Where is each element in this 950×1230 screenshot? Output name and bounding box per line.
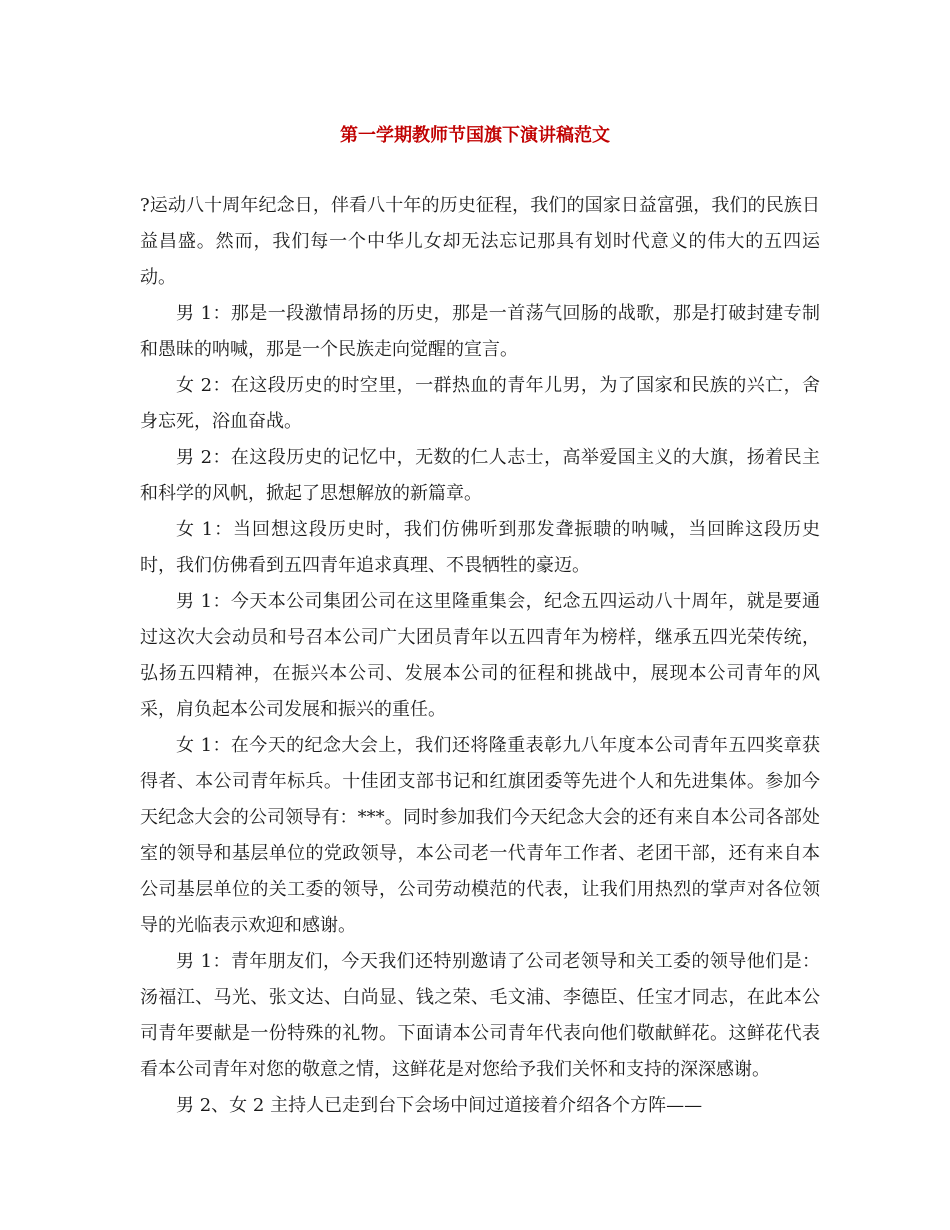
paragraph-female1-recall: 女 1：当回想这段历史时，我们仿佛听到那发聋振聩的呐喊，当回眸这段历史时，我们仿佛看到五四青年追求真理、不畏牺牲的豪迈。 bbox=[140, 519, 820, 576]
paragraph-male1-assembly: 男 1：今天本公司集团公司在这里隆重集会，纪念五四运动八十周年，就是要通过这次大会动员和号召本公司广大团员青年以五四青年为榜样，继承五四光荣传统，弘扬五四精神，在振兴本公司、发展本公司的征程和挑战中，展现本公司青年的风采，肩负起本公司发展和振兴的重任。 bbox=[140, 591, 820, 720]
paragraph-male1-guests: 男 1：青年朋友们，今天我们还特别邀请了公司老领导和关工委的领导他们是：汤福江、马光、张文达、白尚显、钱之荣、毛文浦、李德臣、任宝才同志，在此本公司青年要献是一份特殊的礼物。下面请本公司青年代表向他们敬献鲜花。这鲜花代表看本公司青年对您的敬意之情，这鲜花是对您给予我们关怀和支持的深深感谢。 bbox=[140, 951, 820, 1080]
paragraph-male1-history: 男 1：那是一段激情昂扬的历史，那是一首荡气回肠的战歌，那是打破封建专制和愚昧的呐喊，那是一个民族走向觉醒的宣言。 bbox=[140, 303, 820, 360]
paragraph-hosts-transition: 男 2、女 2 主持人已走到台下会场中间过道接着介绍各个方阵—— bbox=[176, 1095, 703, 1116]
paragraph-female2-youth: 女 2：在这段历史的时空里，一群热血的青年儿男，为了国家和民族的兴亡，舍身忘死，浴血奋战。 bbox=[140, 375, 820, 432]
paragraph-intro: ?运动八十周年纪念日，伴看八十年的历史征程，我们的国家日益富强，我们的民族日益昌盛。然而，我们每一个中华儿女却无法忘记那具有划时代意义的伟大的五四运动。 bbox=[140, 195, 820, 288]
paragraph-female1-awards: 女 1：在今天的纪念大会上，我们还将隆重表彰九八年度本公司青年五四奖章获得者、本公司青年标兵。十佳团支部书记和红旗团委等先进个人和先进集体。参加今天纪念大会的公司领导有：***。同时参加我们今天纪念大会的还有来自本公司各部处室的领导和基层单位的党政领导，本公司老一代青年工作者、老团干部，还有来自本公司基层单位的关工委的领导，公司劳动模范的代表，让我们用热烈的掌声对各位领导的光临表示欢迎和感谢。 bbox=[140, 735, 820, 936]
document-body bbox=[140, 188, 820, 1124]
document-title: 第一学期教师节国旗下演讲稿范文 bbox=[340, 125, 610, 146]
paragraph-male2-patriots: 男 2：在这段历史的记忆中，无数的仁人志士，高举爱国主义的大旗，扬着民主和科学的风帆，掀起了思想解放的新篇章。 bbox=[140, 447, 820, 504]
